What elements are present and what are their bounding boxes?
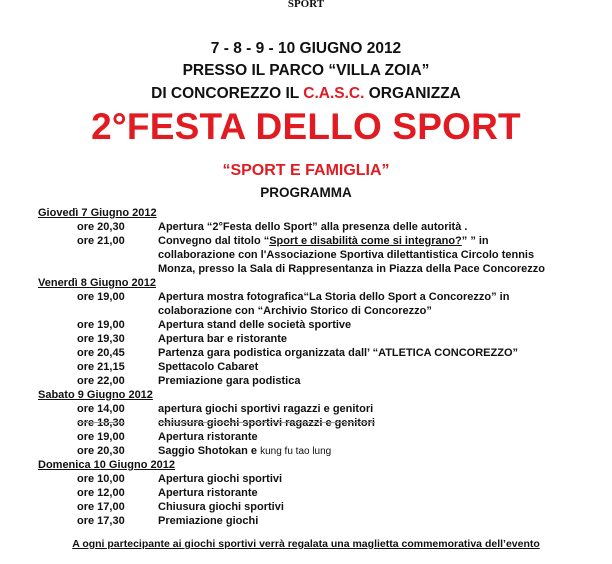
event-desc: colaborazione con “Archivio Storico di Concorezzo” (158, 305, 432, 317)
event-desc: Chiusura giochi sportivi (158, 501, 284, 513)
event-desc: Premiazione gara podistica (158, 375, 301, 387)
event-desc: Apertura ristorante (158, 431, 258, 443)
event-time: ore 20,30 (77, 221, 125, 233)
top-sport-label: SPORT (287, 0, 325, 10)
event-time: ore 21,00 (77, 235, 125, 247)
event-desc: Convegno dal titolo “Sport e disabilità come si integrano?” ” in (158, 235, 489, 247)
event-time: ore 19,30 (77, 333, 125, 345)
event-time: ore 17,00 (77, 501, 125, 513)
event-time: ore 19,00 (77, 319, 125, 331)
event-venue: PRESSO IL PARCO “VILLA ZOIA” (182, 62, 430, 79)
event-time: ore 20,45 (77, 347, 125, 359)
event-time: ore 19,00 (77, 291, 125, 303)
event-desc: Apertura mostra fotografica“La Storia dello Sport a Concorezzo” in (158, 291, 510, 303)
organizer-prefix: DI CONCOREZZO IL (151, 85, 304, 102)
event-desc: chiusura giochi sportivi ragazzi e genitori (158, 417, 375, 429)
event-desc: Spettacolo Cabaret (158, 361, 259, 373)
day-heading: Sabato 9 Giugno 2012 (38, 389, 153, 401)
event-desc: Monza, presso la Sala di Rappresentanza in Piazza della Pace Concorezzo (158, 263, 545, 275)
event-desc: Apertura bar e ristorante (158, 333, 287, 345)
event-desc: Partenza gara podistica organizzata dall’ “ATLETICA CONCOREZZO” (158, 347, 518, 359)
event-time: ore 20,30 (77, 445, 125, 457)
event-dates: 7 - 8 - 9 - 10 GIUGNO 2012 (210, 40, 402, 57)
event-desc: Apertura “2°Festa dello Sport” alla presenza delle autorità . (158, 221, 468, 233)
event-time: ore 22,00 (77, 375, 125, 387)
event-time: ore 19,00 (77, 431, 125, 443)
event-desc: apertura giochi sportivi ragazzi e genitori (158, 403, 374, 415)
organizer-line (0, 85, 612, 103)
day-heading: Venerdì 8 Giugno 2012 (38, 277, 156, 289)
organizer-name: C.A.S.C. (303, 85, 365, 102)
event-desc: Apertura ristorante (158, 487, 258, 499)
event-time: ore 21,15 (77, 361, 125, 373)
event-time: ore 12,00 (77, 487, 125, 499)
day-heading: Giovedì 7 Giugno 2012 (38, 207, 157, 219)
event-time: ore 14,00 (77, 403, 125, 415)
program-heading: PROGRAMMA (260, 185, 352, 200)
event-desc: Apertura stand delle società sportive (158, 319, 352, 331)
organizer-suffix: ORGANIZZA (364, 85, 461, 102)
event-desc-extra: kung fu tao lung (260, 446, 332, 457)
day-heading: Domenica 10 Giugno 2012 (38, 459, 175, 471)
event-desc: Saggio Shotokan e kung fu tao lung (158, 445, 332, 457)
subtitle: “SPORT E FAMIGLIA” (222, 162, 390, 179)
main-title: 2°FESTA DELLO SPORT (91, 106, 521, 147)
event-time: ore 17,30 (77, 515, 125, 527)
event-time: ore 10,00 (77, 473, 125, 485)
event-desc: collaborazione con l'Associazione Sportiva dilettantistica Circolo tennis (158, 249, 535, 261)
event-desc: Premiazione giochi (158, 515, 259, 527)
event-desc: Apertura giochi sportivi (158, 473, 283, 485)
event-time: ore 18,30 (77, 417, 125, 429)
footer-note: A ogni partecipante ai giochi sportivi verrà regalata una maglietta commemorativa dell’evento (72, 538, 540, 550)
